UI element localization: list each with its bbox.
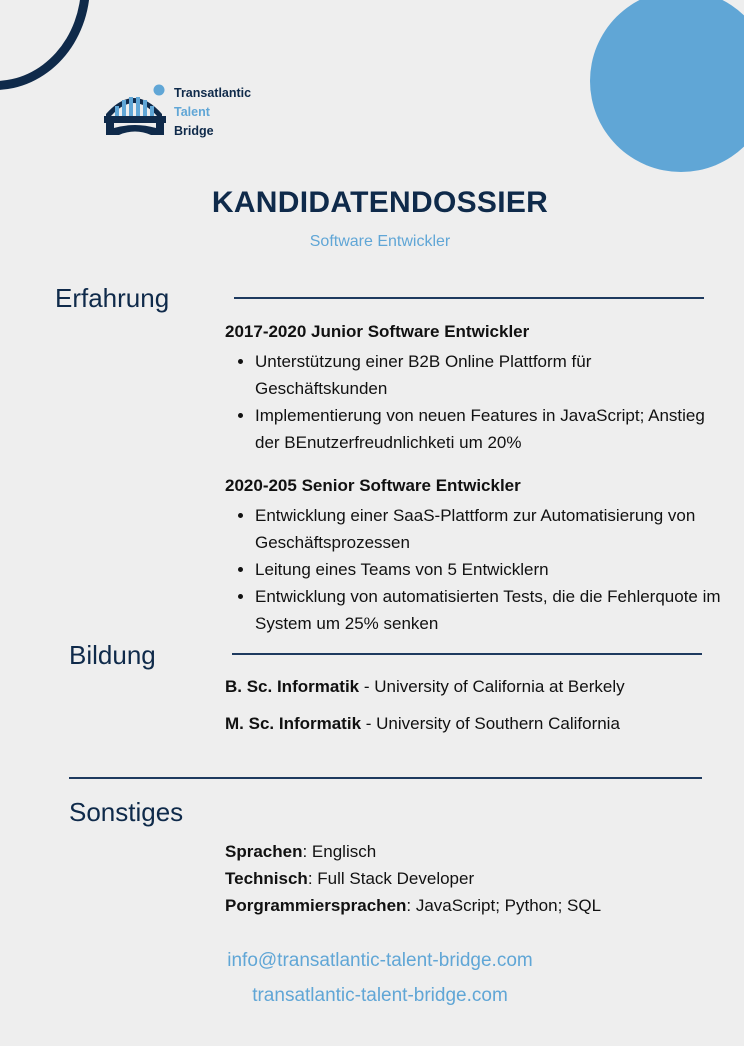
list-item: • Implementierung von neuen Features in JavaScript; Anstieg der BEnutzerfreudnlichketi um 20% xyxy=(255,402,725,456)
contact-website[interactable]: transatlantic-talent-bridge.com xyxy=(252,985,508,1006)
job-bullets-2 xyxy=(225,502,725,637)
education-item-1 xyxy=(225,677,625,697)
job-title-1: 2017-2020 Junior Software Entwickler xyxy=(225,322,530,341)
logo-line-2: Talent xyxy=(174,105,210,119)
university-name: - University of Southern California xyxy=(361,714,620,733)
list-item: • Leitung eines Teams von 5 Entwicklern xyxy=(255,556,725,583)
misc-divider xyxy=(69,777,702,779)
misc-label: Sprachen xyxy=(225,842,303,861)
list-item: • Entwicklung von automatisierten Tests, die die Fehlerquote im System um 25% senken xyxy=(255,583,725,637)
misc-label: Technisch xyxy=(225,869,308,888)
bridge-icon xyxy=(104,82,168,138)
experience-divider xyxy=(234,297,704,299)
misc-value: : JavaScript; Python; SQL xyxy=(406,896,602,915)
misc-label: Porgrammiersprachen xyxy=(225,896,407,915)
experience-heading: Erfahrung xyxy=(55,283,170,313)
list-item: • Unterstützung einer B2B Online Plattform für Geschäftskunden xyxy=(255,348,725,402)
education-heading: Bildung xyxy=(69,640,156,670)
misc-value: : Englisch xyxy=(302,842,377,861)
misc-heading: Sonstiges xyxy=(69,797,184,827)
misc-item-programming xyxy=(225,892,601,919)
job-bullets-1 xyxy=(225,348,725,456)
misc-item-languages xyxy=(225,838,601,865)
logo-line-3: Bridge xyxy=(174,124,214,138)
degree-name: B. Sc. Informatik xyxy=(225,677,360,696)
list-item: • Entwicklung einer SaaS-Plattform zur Automatisierung von Geschäftsprozessen xyxy=(255,502,725,556)
company-logo xyxy=(104,82,284,142)
page-title: KANDIDATENDOSSIER xyxy=(211,186,549,219)
decorative-circle xyxy=(590,0,744,172)
degree-name: M. Sc. Informatik xyxy=(225,714,362,733)
education-item-2 xyxy=(225,714,620,734)
misc-list xyxy=(225,838,601,919)
contact-email[interactable]: info@transatlantic-talent-bridge.com xyxy=(227,950,533,971)
education-divider xyxy=(232,653,702,655)
misc-value: : Full Stack Developer xyxy=(307,869,475,888)
logo-line-1: Transatlantic xyxy=(174,86,252,100)
page-subtitle: Software Entwickler xyxy=(309,233,451,250)
misc-item-technical xyxy=(225,865,601,892)
decorative-arc xyxy=(0,0,90,90)
logo-wordmark xyxy=(174,84,251,141)
university-name: - University of California at Berkely xyxy=(359,677,625,696)
job-title-2: 2020-205 Senior Software Entwickler xyxy=(225,476,521,495)
